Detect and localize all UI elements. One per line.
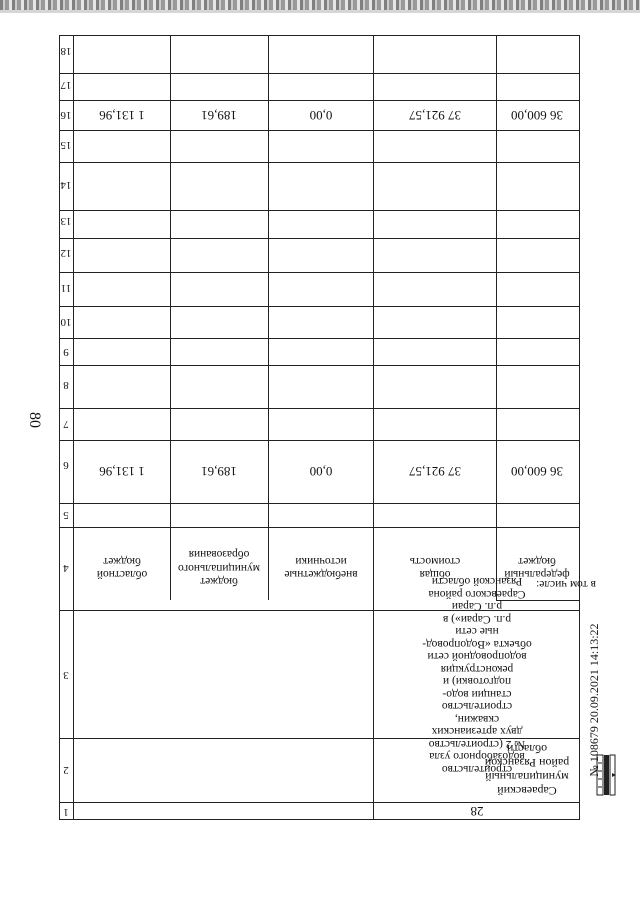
value-cell: 189,61: [201, 464, 237, 479]
column-number: 13: [60, 215, 72, 227]
value-cell: 0,00: [309, 108, 333, 123]
col-line-12-11: [59, 272, 580, 273]
column-number: 2: [63, 764, 69, 776]
col-line-10-9: [59, 338, 580, 339]
col-line-13-12: [59, 238, 580, 239]
project-line: водопроводной сети: [427, 650, 527, 663]
value-cell: 0,00: [309, 464, 333, 479]
column-number: 16: [60, 109, 72, 121]
in-that-number-label: в том числе:: [536, 577, 596, 590]
value-cell: 36 600,00: [511, 108, 563, 123]
value-cell: 37 921,57: [409, 108, 461, 123]
column-number: 15: [60, 139, 72, 151]
col-line-17-16: [59, 100, 580, 101]
column-number: 5: [63, 509, 69, 521]
row-line-1: [170, 35, 171, 600]
project-line: объекта «Водопровод-: [422, 638, 532, 650]
value-cell: 36 600,00: [511, 464, 563, 479]
project-line: ные сети: [455, 625, 499, 638]
project-line: р.п. Сараи: [451, 600, 503, 613]
project-line: скважин,: [454, 713, 500, 725]
column-number: 14: [60, 179, 72, 191]
column-number: 8: [63, 379, 69, 391]
column-number: 11: [60, 282, 72, 294]
project-line: Рязанской области: [431, 575, 523, 588]
scan-edge-shadow: [0, 10, 640, 13]
value-cell: 37 921,57: [409, 464, 461, 479]
page-number: 80: [26, 412, 43, 428]
column-number: 18: [60, 45, 72, 57]
col-line-16-15: [59, 130, 580, 131]
project-line: р.п. Сараи») в: [442, 613, 512, 625]
col-line-2-1: [59, 802, 580, 803]
col-line-14-13: [59, 210, 580, 211]
source-label: внебюджетные источники: [284, 555, 358, 581]
value-cell: 1 131,96: [99, 108, 145, 123]
column-number: 10: [60, 316, 72, 328]
table-border-top: [59, 35, 580, 36]
scan-edge: [0, 0, 640, 10]
table-border-bottom: [59, 819, 580, 820]
column-number: 6: [63, 459, 69, 471]
project-line: станции водо-: [442, 688, 512, 700]
column-number: 17: [60, 79, 72, 91]
col-line-9-8: [59, 365, 580, 366]
col-line-11-10: [59, 306, 580, 307]
col-line-8-7: [59, 408, 580, 409]
project-line: реконструкция: [440, 663, 514, 675]
project-line: № 2 (строительство: [428, 738, 526, 750]
project-line: строительство: [441, 700, 513, 713]
project-line: водозаборного узла: [429, 750, 525, 763]
column-number: 7: [63, 418, 69, 430]
table-border-left: [59, 35, 60, 820]
source-label: общая стоимость: [409, 555, 461, 581]
registration-stamp: № 108679 20.09.2021 14:13:22: [587, 623, 601, 777]
row-line-2: [268, 35, 269, 600]
project-line: Сараевского района: [428, 588, 526, 600]
column-number: 1: [63, 806, 69, 818]
column-number: 3: [63, 669, 69, 681]
source-label: областной бюджет: [96, 555, 148, 581]
value-cell: 189,61: [201, 108, 237, 123]
project-line: строительство: [441, 763, 513, 775]
col-line-15-14: [59, 162, 580, 163]
source-label: бюджет муниципального образования: [177, 548, 261, 587]
column-number: 4: [63, 562, 69, 574]
project-line: двух артезианских: [431, 725, 523, 738]
row-line-4: [496, 35, 497, 600]
registry-logo-icon: [595, 745, 617, 805]
value-cell: 1 131,96: [99, 464, 145, 479]
row-line-3: [373, 35, 374, 820]
row-number: 28: [470, 804, 484, 819]
table-border-right: [579, 35, 580, 820]
colnum-strip-line: [73, 35, 74, 820]
district-name: Сараевский муниципальный район Рязанской области: [484, 742, 570, 798]
column-number: 9: [63, 346, 69, 358]
source-label: федеральный бюджет: [504, 555, 570, 581]
column-number: 12: [60, 247, 72, 259]
col-line-18-17: [59, 73, 580, 74]
project-line: подготовки) и: [442, 675, 512, 688]
col-line-6-5: [59, 503, 580, 504]
col-line-7-6: [59, 440, 580, 441]
